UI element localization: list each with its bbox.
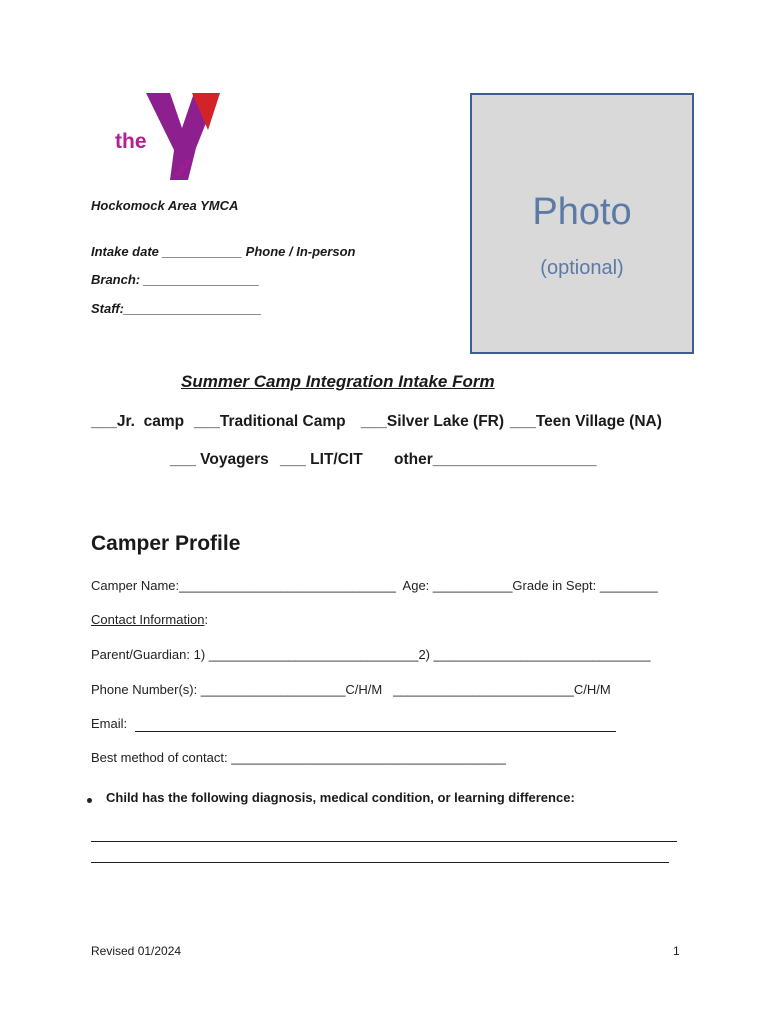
diagnosis-prompt: Child has the following diagnosis, medical condition, or learning difference: [106,790,575,805]
option-lit-cit[interactable]: ___ LIT/CIT [280,451,363,468]
contact-info-label: Contact Information [91,612,205,627]
bullet-icon [87,798,92,803]
photo-placeholder[interactable] [470,93,694,354]
diagnosis-answer-line[interactable] [91,841,677,842]
org-name: Hockomock Area YMCA [91,198,239,213]
svg-text:YMCA: YMCA [174,158,193,180]
option-traditional-camp[interactable]: ___Traditional Camp [194,413,346,430]
section-title: Camper Profile [91,532,241,555]
option-jr-camp[interactable]: ___Jr. camp [91,413,185,430]
staff-line[interactable]: Staff:___________________ [91,301,262,316]
option-other[interactable]: other___________________ [394,451,597,468]
email-label: Email: [91,716,128,731]
photo-title: Photo [532,191,632,233]
intake-date-line[interactable]: Intake date ___________ Phone / In-person [91,244,356,259]
parent-guardian-line[interactable]: Parent/Guardian: 1) _____________________________2) ______________________________ [91,647,651,662]
contact-info-colon: : [204,612,209,627]
photo-subtitle: (optional) [540,257,624,279]
diagnosis-answer-line[interactable] [91,862,669,863]
ymca-logo [112,90,232,185]
revised-date: Revised 01/2024 [91,944,182,958]
best-contact-line[interactable]: Best method of contact: ______________________________________ [91,750,506,765]
page-number: 1 [673,944,680,958]
branch-line[interactable]: Branch: ________________ [91,272,260,287]
option-voyagers[interactable]: ___ Voyagers [170,451,269,468]
camper-name-line[interactable]: Camper Name:______________________________ Age: ___________Grade in Sept: ________ [91,578,658,593]
option-silver-lake[interactable]: ___Silver Lake (FR) [361,413,505,430]
logo-text: the [115,130,147,153]
form-title: Summer Camp Integration Intake Form [181,372,495,391]
option-teen-village[interactable]: ___Teen Village (NA) [510,413,662,430]
email-field[interactable] [135,731,616,732]
phone-numbers-line[interactable]: Phone Number(s): ____________________C/H/M _________________________C/H/M [91,682,611,697]
contact-info-heading [91,612,208,627]
